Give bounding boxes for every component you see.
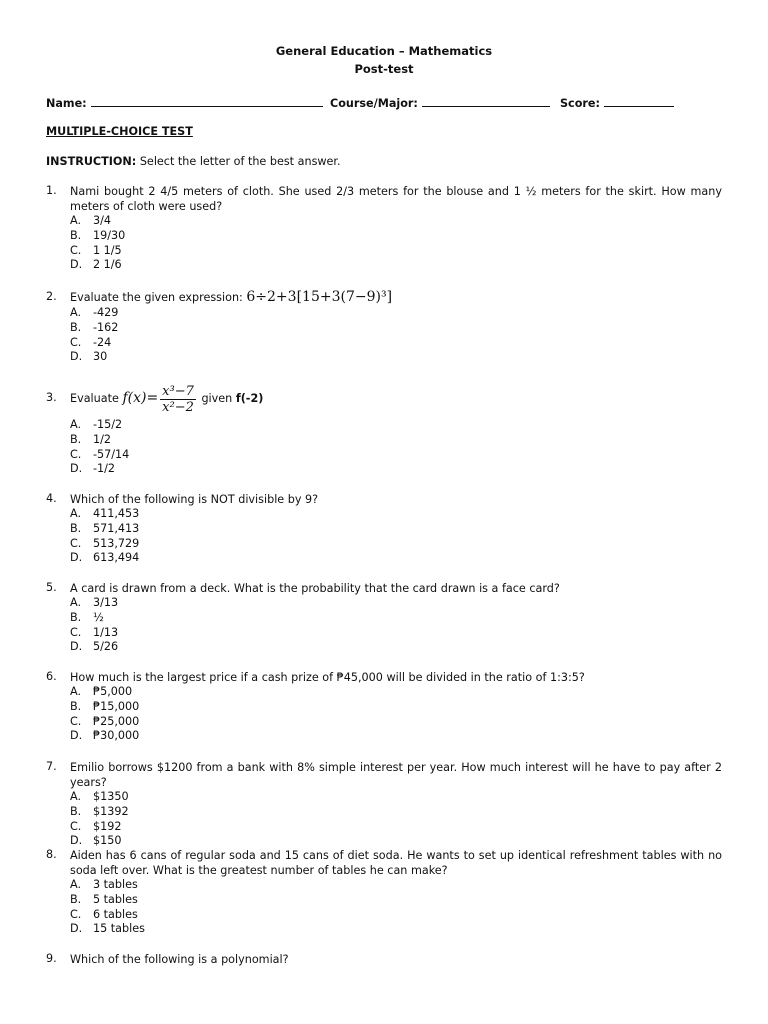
option-text: 571,413 — [93, 521, 140, 535]
option-letter: D. — [70, 551, 83, 565]
option-d[interactable] — [70, 462, 722, 477]
option-letter: C. — [70, 907, 82, 921]
question-6 — [46, 670, 722, 744]
option-text: 411,453 — [93, 507, 140, 520]
option-a[interactable] — [70, 214, 722, 229]
option-letter: A. — [70, 214, 82, 227]
course-blank[interactable] — [422, 95, 550, 107]
options-list — [70, 878, 722, 937]
option-b[interactable] — [70, 321, 722, 336]
document-subtitle: Post-test — [354, 62, 414, 76]
option-text: -15/2 — [93, 418, 123, 431]
options-list — [70, 214, 722, 273]
option-text: ₱25,000 — [93, 714, 140, 728]
option-text: 1/13 — [93, 625, 119, 639]
option-a[interactable] — [70, 790, 722, 805]
question-number: 8. — [46, 848, 57, 861]
option-b[interactable] — [70, 893, 722, 908]
option-text: $1350 — [93, 790, 129, 803]
course-field[interactable] — [330, 95, 550, 110]
question-text: Which of the following is NOT divisible by 9? — [70, 493, 319, 506]
options-list — [70, 790, 722, 849]
option-letter: C. — [70, 625, 82, 639]
option-text: $192 — [93, 819, 122, 833]
question-9 — [46, 952, 722, 967]
document-title: General Education – Mathematics — [275, 44, 493, 58]
option-text: 3/4 — [93, 214, 112, 227]
question-2 — [46, 287, 722, 365]
question-1 — [46, 184, 722, 273]
question-5 — [46, 581, 722, 655]
option-letter: B. — [70, 521, 82, 535]
name-field[interactable] — [46, 95, 323, 110]
option-letter: D. — [70, 922, 83, 936]
option-a[interactable] — [70, 418, 722, 433]
option-letter: A. — [70, 878, 82, 891]
option-a[interactable] — [70, 878, 722, 893]
instruction — [46, 155, 341, 168]
option-letter: A. — [70, 418, 82, 431]
fraction-denominator: x²−2 — [162, 399, 194, 415]
option-text: $1392 — [93, 804, 129, 818]
options-list — [70, 596, 722, 655]
fraction — [160, 384, 196, 415]
fraction-numerator: x³−7 — [162, 383, 194, 399]
option-c[interactable] — [70, 626, 722, 641]
option-letter: C. — [70, 447, 82, 461]
question-text — [70, 378, 722, 418]
math-expression: 6÷2+3[15+3(7−9)³] — [246, 289, 393, 305]
option-d[interactable] — [70, 834, 722, 849]
option-letter: D. — [70, 834, 83, 848]
option-text: ₱15,000 — [93, 699, 140, 713]
option-c[interactable] — [70, 448, 722, 463]
question-text: Nami bought 2 4/5 meters of cloth. She used 2/3 meters for the blouse and 1 ½ meters for the skirt. How many meters of cloth were used? — [70, 185, 722, 213]
option-a[interactable] — [70, 596, 722, 611]
function-notation: f(x)= — [122, 390, 159, 406]
option-b[interactable] — [70, 522, 722, 537]
option-text: 30 — [93, 350, 108, 364]
question-text: Aiden has 6 cans of regular soda and 15 cans of diet soda. He wants to set up identical refreshment tables with no soda left over. What is the greatest number of tables he can make? — [70, 849, 722, 877]
option-text: 5 tables — [93, 892, 138, 906]
option-text: 613,494 — [93, 551, 140, 565]
option-d[interactable] — [70, 350, 722, 365]
option-letter: C. — [70, 335, 82, 349]
given-text: given — [201, 392, 233, 405]
option-letter: D. — [70, 462, 83, 476]
option-d[interactable] — [70, 922, 722, 937]
option-letter: D. — [70, 640, 83, 654]
option-text: ₱30,000 — [93, 729, 140, 743]
question-text: Emilio borrows $1200 from a bank with 8% simple interest per year. How much interest will he have to pay after 2 years? — [70, 761, 722, 789]
option-text: 6 tables — [93, 907, 138, 921]
option-letter: D. — [70, 729, 83, 743]
option-letter: A. — [70, 306, 82, 319]
option-c[interactable] — [70, 715, 722, 730]
option-text: -429 — [93, 306, 119, 319]
question-text: A card is drawn from a deck. What is the probability that the card drawn is a face card? — [70, 582, 560, 595]
option-a[interactable] — [70, 685, 722, 700]
option-d[interactable] — [70, 258, 722, 273]
instruction-text: Select the letter of the best answer. — [139, 155, 341, 168]
course-label: Course/Major: — [330, 97, 418, 110]
name-blank[interactable] — [91, 95, 323, 107]
option-letter: A. — [70, 596, 82, 609]
option-text: 1 1/5 — [93, 243, 122, 257]
option-letter: B. — [70, 610, 82, 624]
option-text: 19/30 — [93, 228, 126, 242]
question-8 — [46, 848, 722, 937]
option-c[interactable] — [70, 336, 722, 351]
option-text: 2 1/6 — [93, 258, 122, 272]
options-list — [70, 685, 722, 744]
option-text: ₱5,000 — [93, 685, 133, 698]
option-b[interactable] — [70, 433, 722, 448]
option-letter: B. — [70, 804, 82, 818]
option-letter: C. — [70, 243, 82, 257]
question-7 — [46, 760, 722, 849]
given-value: f(-2) — [235, 392, 264, 405]
question-4 — [46, 492, 722, 566]
option-text: -57/14 — [93, 447, 130, 461]
option-letter: A. — [70, 685, 82, 698]
option-b[interactable] — [70, 805, 722, 820]
option-letter: B. — [70, 320, 82, 334]
options-list — [70, 507, 722, 566]
question-number: 5. — [46, 581, 57, 594]
option-text: 15 tables — [93, 922, 145, 936]
option-letter: D. — [70, 350, 83, 364]
name-label: Name: — [46, 97, 87, 110]
option-text: 513,729 — [93, 536, 140, 550]
option-d[interactable] — [70, 729, 722, 744]
question-text: Which of the following is a polynomial? — [70, 953, 289, 966]
question-number: 9. — [46, 952, 57, 965]
option-b[interactable] — [70, 700, 722, 715]
option-text: -1/2 — [93, 462, 116, 476]
option-text: 3/13 — [93, 596, 119, 609]
option-a[interactable] — [70, 507, 722, 522]
score-label: Score: — [560, 97, 600, 110]
option-b[interactable] — [70, 611, 722, 626]
option-text: -162 — [93, 320, 119, 334]
question-number: 3. — [46, 391, 57, 404]
option-text: 5/26 — [93, 640, 119, 654]
option-c[interactable] — [70, 820, 722, 835]
option-text: $150 — [93, 834, 122, 848]
option-letter: C. — [70, 536, 82, 550]
question-prompt: Evaluate — [70, 392, 119, 405]
question-text — [70, 287, 722, 306]
option-text: 3 tables — [93, 878, 138, 891]
option-letter: B. — [70, 228, 82, 242]
option-letter: B. — [70, 432, 82, 446]
question-number: 7. — [46, 760, 57, 773]
option-letter: A. — [70, 790, 82, 803]
option-letter: C. — [70, 714, 82, 728]
instruction-label: INSTRUCTION: — [46, 155, 137, 168]
question-prompt: Evaluate the given expression: — [70, 291, 243, 304]
question-number: 6. — [46, 670, 57, 683]
option-c[interactable] — [70, 244, 722, 259]
option-text: -24 — [93, 335, 112, 349]
question-3 — [46, 378, 722, 477]
option-a[interactable] — [70, 306, 722, 321]
question-number: 2. — [46, 290, 57, 303]
option-letter: B. — [70, 699, 82, 713]
option-text: 1/2 — [93, 432, 112, 446]
option-d[interactable] — [70, 640, 722, 655]
section-title: MULTIPLE-CHOICE TEST — [46, 125, 193, 138]
option-text: ½ — [93, 610, 104, 624]
option-c[interactable] — [70, 537, 722, 552]
options-list — [70, 306, 722, 365]
option-letter: B. — [70, 892, 82, 906]
option-d[interactable] — [70, 551, 722, 566]
question-number: 4. — [46, 492, 57, 505]
options-list — [70, 418, 722, 477]
option-c[interactable] — [70, 908, 722, 923]
score-blank[interactable] — [604, 95, 674, 107]
question-text: How much is the largest price if a cash prize of ₱45,000 will be divided in the ratio of 1:3:5? — [70, 671, 585, 684]
option-b[interactable] — [70, 229, 722, 244]
option-letter: A. — [70, 507, 82, 520]
option-letter: D. — [70, 258, 83, 272]
option-letter: C. — [70, 819, 82, 833]
score-field[interactable] — [560, 95, 674, 110]
question-number: 1. — [46, 184, 57, 197]
